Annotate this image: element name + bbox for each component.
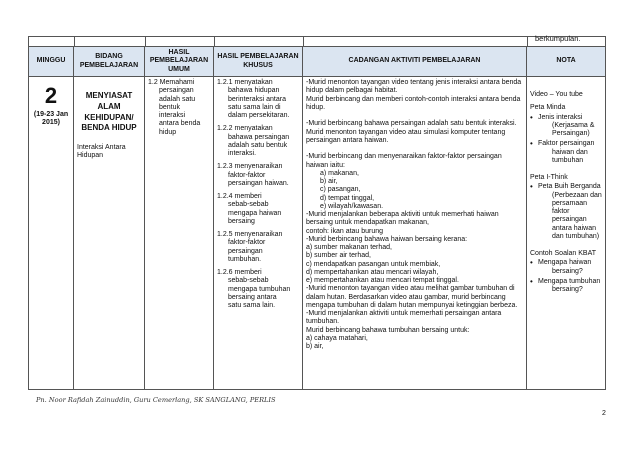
hasil-khusus-line: mengapa tumbuhan [228, 285, 291, 293]
bidang-title-line: KEHIDUPAN/ [84, 112, 134, 122]
header-aktiviti: CADANGAN AKTIVITI PEMBELAJARAN [303, 47, 527, 77]
aktiviti-line: -Murid menonton tayangan video atau melihat gambar tumbuhan di dalam hutan. Berdasarkan video atau gambar, murid berbincang mengapa tumbuhan di dalam hutan mempunyai ketinggian berbeza. [306, 285, 518, 309]
nota-ithink-title: Peta I-Think [530, 174, 568, 181]
nota-bullet-sub: (Kerjasama & Persaingan) [552, 121, 595, 137]
nota-bullet [530, 259, 602, 276]
aktiviti-line: d) tempat tinggal, [320, 194, 375, 202]
header-bidang: BIDANG PEMBELAJARAN [74, 47, 145, 77]
hasil-khusus-cell [214, 77, 303, 390]
header-nota: NOTA [527, 47, 606, 77]
nota-bullet-main: • Peta Buih Berganda [538, 183, 601, 191]
bidang-title-line: MENYIASAT [85, 91, 133, 100]
week-dates: (19-23 Jan 2015) [33, 110, 69, 127]
hasil-khusus-item [217, 79, 299, 120]
aktiviti-line [306, 145, 523, 153]
hasil-khusus-line: berinteraksi antara [228, 95, 286, 103]
hasil-khusus-item [217, 125, 299, 158]
nota-kbat-title: Contoh Soalan KBAT [530, 250, 597, 257]
aktiviti-line: -Murid menjalankan beberapa aktiviti untuk memerhati haiwan bersaing untuk mendapatkan makanan, [306, 211, 499, 227]
aktiviti-line: b) sumber air terhad, [306, 252, 371, 260]
aktiviti-line: Murid berbincang bahawa tumbuhan bersaing untuk: [306, 326, 470, 334]
aktiviti-line: -Murid berbincang bahawa haiwan bersaing kerana: [306, 235, 468, 243]
hasil-khusus-line: sebab-sebab [228, 277, 269, 285]
hasil-khusus-line: bersaing antara [228, 293, 277, 301]
nota-bullet-main: • Mengapa tumbuhan [538, 277, 601, 285]
aktiviti-line: -Murid menonton tayangan video tentang jenis interaksi antara benda hidup dalam pelbagai habitat. [306, 79, 522, 95]
hasil-khusus-line: bahawa hidupan [228, 87, 280, 95]
aktiviti-line: Murid menonton tayangan video atau simulasi komputer tentang persaingan antara haiwan. [306, 128, 506, 144]
aktiviti-line: -Murid berbincang dan menyenaraikan faktor-faktor persaingan haiwan iaitu: [306, 153, 502, 169]
hasil-khusus-line: sebab-sebab [228, 201, 269, 209]
hasil-umum-line: persaingan [159, 87, 194, 95]
aktiviti-line: a) makanan, [320, 169, 359, 177]
nota-peta-minda-title: Peta Minda [530, 104, 566, 112]
nota-bullet-main: • Jenis interaksi [538, 113, 583, 121]
hasil-khusus-line: dalam persekitaran. [228, 112, 290, 119]
hasil-khusus-line: satu sama lain di [228, 103, 281, 111]
hasil-khusus-line: faktor-faktor [228, 239, 266, 247]
hasil-umum-line: interaksi [159, 112, 186, 119]
nota-bullet-sub: haiwan dan tumbuhan [552, 148, 588, 164]
bidang-cell [74, 77, 145, 390]
nota-bullet [530, 114, 602, 139]
hasil-umum-line: antara benda [159, 120, 201, 128]
header-hasil-khusus: HASIL PEMBELAJARAN KHUSUS [214, 47, 303, 77]
nota-cell [527, 77, 606, 390]
hasil-umum-line: bentuk [159, 103, 181, 111]
hasil-khusus-line: bersaing [228, 217, 255, 225]
page-footer: Pn. Noor Rafidah Zainuddin, Guru Cemerlang, SK SANGLANG, PERLIS [36, 396, 276, 404]
week-cell [29, 77, 74, 390]
aktiviti-line: a) sumber makanan terhad, [306, 244, 392, 251]
hasil-khusus-item [217, 269, 299, 310]
nota-bullet-sub: (Perbezaan dan persamaan faktor persaingan antara haiwan dan tumbuhan) [552, 191, 602, 240]
hasil-khusus-line: 1.2.4 memberi [217, 193, 262, 200]
nota-bullet [530, 278, 602, 295]
aktiviti-line [306, 112, 523, 120]
aktiviti-line: c) pasangan, [320, 186, 361, 194]
hasil-khusus-line: mengapa haiwan [228, 209, 282, 217]
aktiviti-line: a) cahaya matahari, [306, 334, 368, 342]
hasil-khusus-line: satu sama lain. [228, 302, 276, 309]
header-hasil-umum: HASIL PEMBELAJARAN UMUM [145, 47, 214, 77]
hasil-umum-line: hidup [159, 128, 177, 136]
hasil-khusus-line: 1.2.5 menyenaraikan [217, 231, 283, 238]
hasil-khusus-line: tumbuhan. [228, 255, 262, 263]
aktiviti-line: -Murid berbincang bahawa persaingan adalah satu bentuk interaksi. [306, 120, 517, 128]
aktiviti-line: d) mempertahankan atau mencari wilayah, [306, 268, 439, 276]
hasil-khusus-item [217, 193, 299, 226]
hasil-khusus-item [217, 231, 299, 264]
hasil-umum-line: adalah satu [159, 95, 196, 103]
nota-bullet-sub: bersaing? [552, 267, 583, 275]
bidang-title-line: BENDA HIDUP [81, 123, 137, 133]
hasil-umum-line: 1.2 Memahami [148, 79, 195, 86]
previous-row-note: berkumpulan. [535, 34, 581, 43]
header-minggu: MINGGU [29, 47, 74, 77]
nota-bullet [530, 140, 602, 165]
nota-bullet-main: • Mengapa haiwan [538, 259, 592, 267]
page-number: 2 [602, 410, 606, 417]
hasil-khusus-line: 1.2.6 memberi [217, 269, 262, 276]
aktiviti-line: e) mempertahankan atau mencari tempat tinggal. [306, 277, 459, 284]
lesson-plan-table [28, 46, 606, 390]
aktiviti-line: e) wilayah/kawasan. [320, 202, 384, 210]
bidang-subtitle: Interaksi Antara Hidupan [77, 144, 126, 160]
bidang-title-line: ALAM [97, 101, 121, 111]
hasil-khusus-line: interaksi. [228, 150, 257, 157]
hasil-khusus-line: 1.2.2 menyatakan [217, 125, 273, 133]
hasil-khusus-item [217, 163, 299, 188]
aktiviti-line: contoh: ikan atau burung [306, 227, 384, 235]
aktiviti-line: b) air, [306, 343, 324, 350]
aktiviti-line: Murid berbincang dan memberi contoh-contoh interaksi antara benda hidup. [306, 95, 521, 111]
aktiviti-line: b) air, [320, 178, 338, 185]
hasil-khusus-line: bahawa persaingan [228, 133, 290, 141]
hasil-khusus-line: 1.2.1 menyatakan [217, 79, 273, 86]
bidang-title [77, 91, 141, 134]
aktiviti-line: -Murid menjalankan aktiviti untuk memerhati persaingan antara tumbuhan. [306, 310, 502, 326]
nota-bullet-main: • Faktor persaingan [538, 140, 595, 148]
aktiviti-line: c) mendapatkan pasangan untuk membiak, [306, 260, 441, 268]
nota-bullet-sub: bersaing? [552, 286, 583, 293]
nota-bullet [530, 183, 602, 241]
hasil-khusus-line: faktor-faktor [228, 171, 266, 179]
hasil-khusus-line: persaingan [228, 247, 263, 255]
table-header-row [29, 47, 606, 77]
hasil-khusus-line: 1.2.3 menyenaraikan [217, 163, 283, 171]
week-number: 2 [44, 83, 58, 108]
nota-video: Video – You tube [530, 91, 583, 98]
aktiviti-cell [303, 77, 527, 390]
hasil-khusus-line: adalah satu bentuk [228, 141, 288, 149]
table-row [29, 77, 606, 390]
hasil-khusus-line: persaingan haiwan. [228, 179, 289, 187]
hasil-umum-cell [145, 77, 214, 390]
